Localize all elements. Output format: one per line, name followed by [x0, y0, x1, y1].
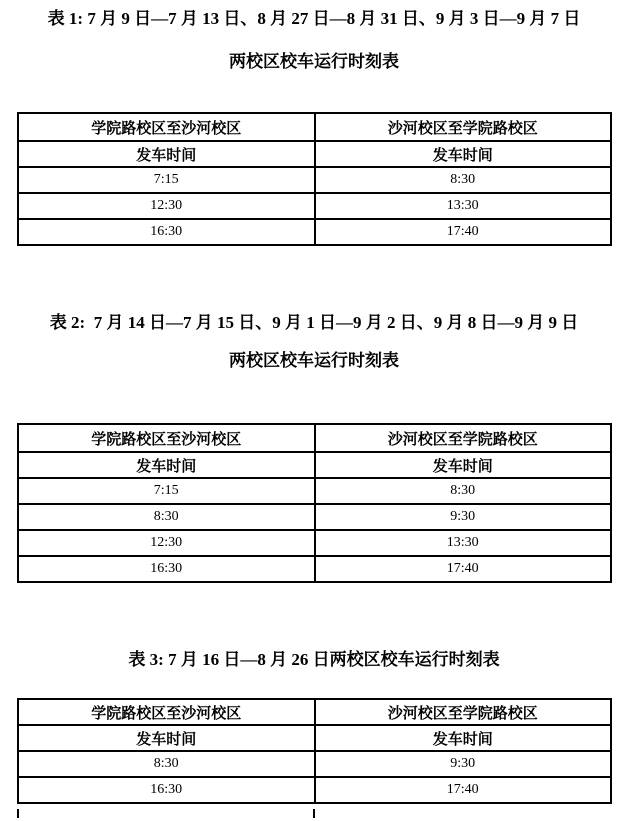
sub-header: 发车时间 — [315, 141, 612, 167]
table1-title-line2: 两校区校车运行时刻表 — [229, 52, 399, 71]
table1-title-line1: 表 1: 7 月 9 日—7 月 13 日、8 月 27 日—8 月 31 日、9 月 3 日—9 月 7 日 — [47, 9, 581, 28]
sub-header: 发车时间 — [315, 452, 612, 478]
time-cell: 17:40 — [315, 219, 612, 245]
table-row — [18, 219, 611, 245]
table-row — [18, 504, 611, 530]
table-row — [18, 141, 611, 167]
table-row — [18, 556, 611, 582]
table-row — [18, 113, 611, 141]
table-row — [18, 478, 611, 504]
timetable-1 — [17, 112, 612, 246]
table3-title-line1: 表 3: 7 月 16 日—8 月 26 日两校区校车运行时刻表 — [128, 650, 500, 669]
time-cell: 16:30 — [18, 556, 315, 582]
time-cell: 13:30 — [315, 193, 612, 219]
table-row — [18, 725, 611, 751]
timetable-2 — [17, 423, 612, 583]
time-cell: 9:30 — [315, 751, 612, 777]
time-cell: 17:40 — [315, 556, 612, 582]
time-cell: 12:30 — [18, 193, 315, 219]
time-cell: 16:30 — [18, 219, 315, 245]
timetable-3 — [17, 698, 612, 804]
time-cell: 8:30 — [315, 167, 612, 193]
sub-header: 发车时间 — [18, 725, 315, 751]
time-cell: 7:15 — [18, 478, 315, 504]
table2-title-line1: 表 2: 7 月 14 日—7 月 15 日、9 月 1 日—9 月 2 日、9 月 8 日—9 月 9 日 — [49, 313, 579, 332]
column-header: 沙河校区至学院路校区 — [315, 113, 612, 141]
table-row — [18, 167, 611, 193]
table-row — [18, 193, 611, 219]
time-cell: 8:30 — [18, 504, 315, 530]
time-cell: 17:40 — [315, 777, 612, 803]
column-header: 沙河校区至学院路校区 — [315, 699, 612, 725]
table-cut-border-left — [17, 809, 19, 818]
table-row — [18, 699, 611, 725]
time-cell: 7:15 — [18, 167, 315, 193]
column-header: 学院路校区至沙河校区 — [18, 699, 315, 725]
sub-header: 发车时间 — [315, 725, 612, 751]
sub-header: 发车时间 — [18, 141, 315, 167]
table-row — [18, 530, 611, 556]
table-row — [18, 424, 611, 452]
table-cut-border-middle — [313, 809, 315, 818]
column-header: 沙河校区至学院路校区 — [315, 424, 612, 452]
time-cell: 8:30 — [18, 751, 315, 777]
time-cell: 16:30 — [18, 777, 315, 803]
time-cell: 12:30 — [18, 530, 315, 556]
table2-title-line2: 两校区校车运行时刻表 — [229, 351, 399, 370]
sub-header: 发车时间 — [18, 452, 315, 478]
table-row — [18, 452, 611, 478]
time-cell: 13:30 — [315, 530, 612, 556]
time-cell: 8:30 — [315, 478, 612, 504]
time-cell: 9:30 — [315, 504, 612, 530]
table-row — [18, 751, 611, 777]
column-header: 学院路校区至沙河校区 — [18, 424, 315, 452]
table-row — [18, 777, 611, 803]
column-header: 学院路校区至沙河校区 — [18, 113, 315, 141]
